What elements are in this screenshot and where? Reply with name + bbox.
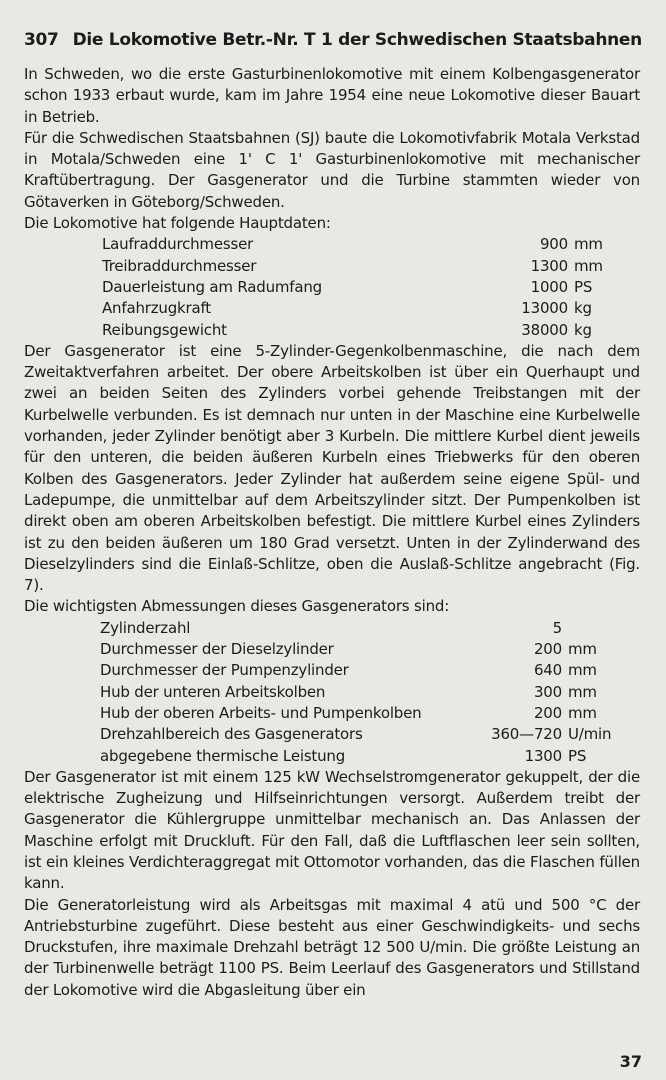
spec-row: Zylinderzahl 5 xyxy=(100,618,562,637)
dimensions-list xyxy=(24,618,640,767)
body-text xyxy=(24,64,640,1001)
section-title: Die Lokomotive Betr.-Nr. T 1 der Schwedischen Staatsbahnen xyxy=(72,30,642,50)
spec-row: Durchmesser der Dieselzylinder 200 mm xyxy=(100,640,597,659)
page-number: 37 xyxy=(619,1052,642,1071)
paragraph-gasgenerator: Der Gasgenerator ist eine 5-Zylinder-Gegenkolbenmaschine, die nach dem Zweitaktverfahren arbeitet. Der obere Arbeitskolben ist über ein Querhaupt und zwei an beiden Seiten des Zylinders vorbei gehende Treibstangen mit der Kurbelwelle verbunden. Es ist demnach nur unten in der Maschine eine Kurbelwelle vorhanden, jeder Zylinder benötigt aber 3 Kurbeln. Die mittlere Kurbel dient jeweils für den unteren, die beiden äußeren Kurbeln eines Triebwerks für den oberen Kolben des Gasgenerators. Jeder Zylinder hat außerdem seine eigene Spül- und Ladepumpe, die unmittelbar auf dem Arbeitszylinder sitzt. Der Pumpenkolben ist direkt oben am oberen Arbeitskolben befestigt. Die mittlere Kurbel eines Zylinders ist zu den beiden äußeren um 180 Grad versetzt. Unten in der Zylinderwand des Dieselzylinders sind die Einlaß-Schlitze, oben die Auslaß-Schlitze angebracht (Fig. 7). xyxy=(24,341,640,595)
spec-row: Hub der oberen Arbeits- und Pumpenkolben 200 mm xyxy=(100,703,597,722)
spec-row: Dauerleistung am Radumfang 1000 PS xyxy=(102,277,593,296)
main-data-list xyxy=(24,234,640,340)
spec-row: Hub der unteren Arbeitskolben 300 mm xyxy=(100,682,597,701)
paragraph-sj: Für die Schwedischen Staatsbahnen (SJ) baute die Lokomotivfabrik Motala Verkstad in Motala/Schweden eine 1' C 1' Gasturbinenlokomotive mit mechanischer Kraftübertragung. Der Gasgenerator und die Turbine stammten wieder von Götaverken in Göteborg/Schweden. xyxy=(24,128,640,211)
spec-row: Drehzahlbereich des Gasgenerators 360—720 U/min xyxy=(100,725,612,744)
paragraph-wechselstrom: Der Gasgenerator ist mit einem 125 kW Wechselstromgenerator gekuppelt, der die elektrische Zugheizung und Hilfseinrichtungen versorgt. Außerdem treibt der Gasgenerator die Kühlergruppe unmittelbar mechanisch an. Das Anlassen der Maschine erfolgt mit Druckluft. Für den Fall, daß die Luftflaschen leer sein sollten, ist ein kleines Verdichteraggregat mit Ottomotor vorhanden, das die Flaschen füllen kann. xyxy=(24,767,640,893)
spec-row: Durchmesser der Pumpenzylinder 640 mm xyxy=(100,661,597,680)
section-number: 307 xyxy=(24,30,59,50)
paragraph-hauptdaten-intro: Die Lokomotive hat folgende Hauptdaten: xyxy=(24,214,331,233)
paragraph-generatorleistung: Die Generatorleistung wird als Arbeitsgas mit maximal 4 atü und 500 °C der Antriebsturbine zugeführt. Diese besteht aus einer Geschwindigkeits- und sechs Druckstufen, ihre maximale Drehzahl beträgt 12 500 U/min. Die größte Leistung an der Turbinenwelle beträgt 1100 PS. Beim Leerlauf des Gasgenerators und Stillstand der Lokomotive wird die Abgasleitung über ein xyxy=(24,895,640,999)
spec-row: Anfahrzugkraft 13000 kg xyxy=(102,299,592,318)
spec-row: abgegebene thermische Leistung 1300 PS xyxy=(100,746,587,765)
spec-row: Reibungsgewicht 38000 kg xyxy=(102,320,592,339)
paragraph-abmessungen-intro: Die wichtigsten Abmessungen dieses Gasgenerators sind: xyxy=(24,597,450,616)
paragraph-intro: In Schweden, wo die erste Gasturbinenlokomotive mit einem Kolbengasgenerator schon 1933 erbaut wurde, kam im Jahre 1954 eine neue Lokomotive dieser Bauart in Betrieb. xyxy=(24,65,640,126)
section-heading xyxy=(24,30,644,50)
spec-row: Treibraddurchmesser 1300 mm xyxy=(102,256,603,275)
spec-row: Laufraddurchmesser 900 mm xyxy=(102,235,603,254)
